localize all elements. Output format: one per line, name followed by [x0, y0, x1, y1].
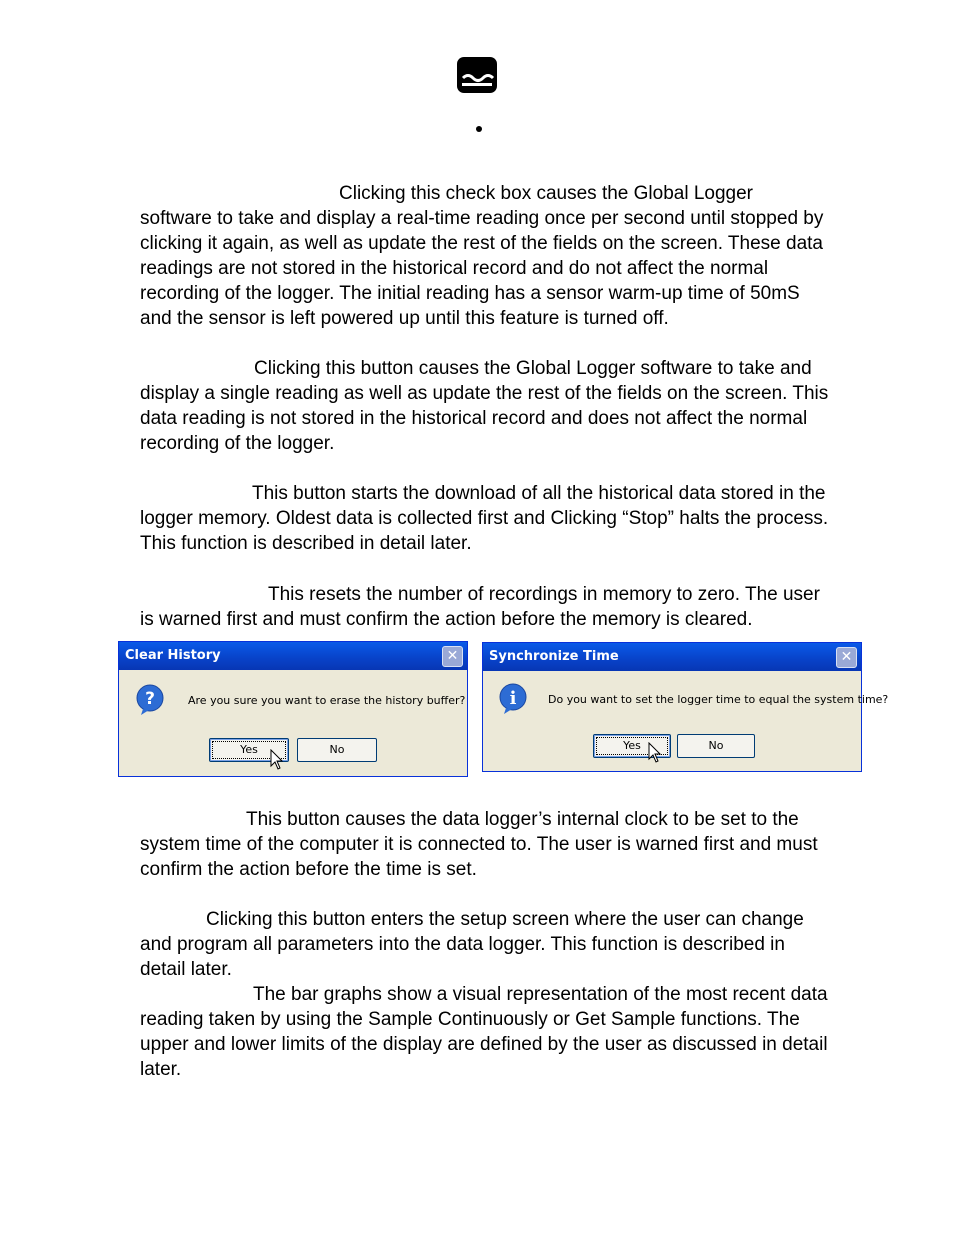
paragraph-bar-graphs: The bar graphs show a visual representation of the most recent data reading taken by using the Sample Continuously or Get Sample functions. The upper and lower limits of the display are defined by the user as discussed in detail later. — [140, 984, 828, 1080]
close-button[interactable]: ✕ — [442, 646, 463, 667]
svg-text:i: i — [509, 688, 517, 709]
svg-text:?: ? — [145, 689, 155, 709]
paragraph-synchronize-time: This button causes the data logger’s internal clock to be set to the system time of the computer it is connected to. The user is warned first and must confirm the action before the time is set. — [140, 809, 818, 880]
dialog-title: Synchronize Time — [489, 649, 619, 664]
dialog-titlebar — [483, 643, 861, 671]
question-icon — [133, 683, 167, 717]
dialog-message: Are you sure you want to erase the history buffer? — [188, 694, 466, 707]
paragraph-get-sample: Clicking this button causes the Global Logger software to take and display a single reading as well as update the rest of the fields on the screen. This data reading is not stored in the historical record and does not affect the normal recording of the logger. — [140, 358, 829, 454]
mouse-cursor-icon — [648, 742, 662, 764]
paragraph-download-history: This button starts the download of all the historical data stored in the logger memory. Oldest data is collected first and Clicking “Stop” halts the process. This function is described in detail later. — [140, 483, 829, 554]
synchronize-time-dialog — [482, 642, 889, 772]
clear-history-dialog — [118, 641, 468, 777]
yes-button[interactable]: Yes — [593, 734, 671, 758]
no-button[interactable]: No — [297, 738, 377, 762]
dialog-message: Do you want to set the logger time to equal the system time? — [548, 693, 889, 706]
yes-button[interactable]: Yes — [209, 738, 289, 762]
dialog-titlebar — [119, 642, 467, 670]
paragraph-sample-continuously: Clicking this check box causes the Global Logger software to take and display a real-time reading once per second until stopped by clicking it again, as well as update the rest of the fields on the screen. These data readings are not stored in the historical record and do not affect the normal recording of the logger. The initial reading has a sensor warm-up time of 50mS and the sensor is left powered up until this feature is turned off. — [140, 183, 824, 329]
mouse-cursor-icon — [270, 749, 284, 771]
close-button[interactable]: ✕ — [836, 647, 857, 668]
paragraph-clear-history: This resets the number of recordings in memory to zero. The user is warned first and must confirm the action before the memory is cleared. — [140, 584, 820, 630]
no-button[interactable]: No — [677, 734, 755, 758]
bullet-marker — [476, 126, 482, 132]
logo-icon — [456, 56, 498, 94]
info-icon — [496, 682, 530, 716]
dialog-title: Clear History — [125, 648, 221, 663]
paragraph-setup: Clicking this button enters the setup screen where the user can change and program all parameters into the data logger. This function is described in detail later. — [140, 909, 804, 980]
